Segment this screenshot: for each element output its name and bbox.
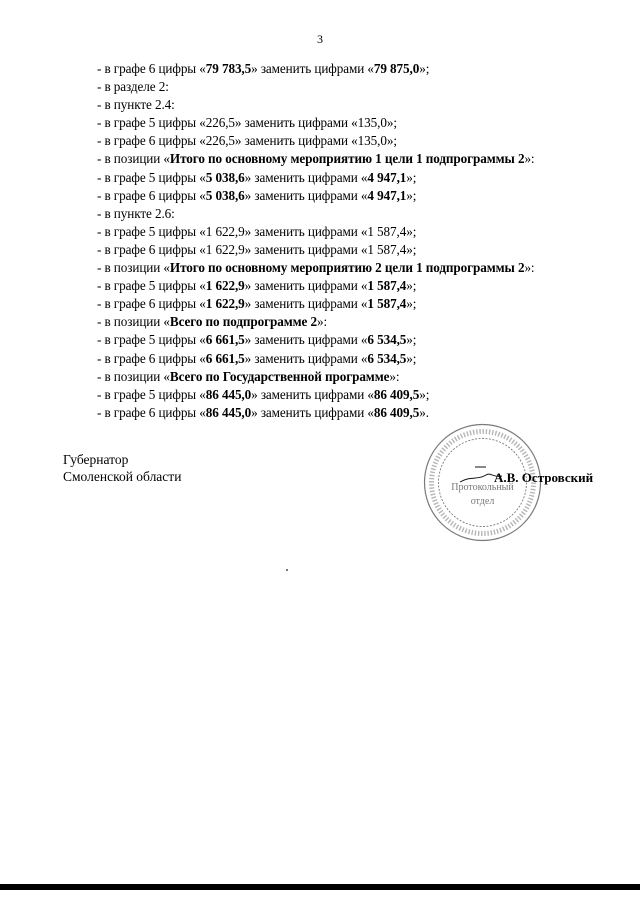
- amendment-line: - в позиции «Итого по основному мероприятию 1 цели 1 подпрограммы 2»:: [97, 151, 535, 167]
- amendment-line: - в графе 6 цифры «86 445,0» заменить цифрами «86 409,5».: [97, 404, 429, 420]
- stamp-center-text-2: отдел: [470, 496, 495, 507]
- amendment-line: - в графе 5 цифры «6 661,5» заменить цифрами «6 534,5»;: [97, 332, 417, 348]
- amendment-line: - в графе 6 цифры «6 661,5» заменить цифрами «6 534,5»;: [97, 350, 417, 366]
- amendment-line: - в позиции «Всего по подпрограмме 2»:: [97, 314, 328, 330]
- amendment-line: - в пункте 2.4:: [97, 97, 175, 113]
- amendment-line: - в позиции «Итого по основному мероприятию 2 цели 1 подпрограммы 2»:: [97, 260, 535, 276]
- signatory-name: А.В. Островский: [494, 470, 594, 485]
- amendment-line: - в пункте 2.6:: [97, 205, 175, 221]
- signatory-title-line2: Смоленской области: [63, 469, 182, 484]
- amendment-line: - в графе 5 цифры «1 622,9» заменить цифрами «1 587,4»;: [97, 223, 417, 239]
- amendment-line: - в графе 6 цифры «226,5» заменить цифрами «135,0»;: [97, 133, 397, 149]
- amendment-line: - в графе 6 цифры «1 622,9» заменить цифрами «1 587,4»;: [97, 241, 417, 257]
- amendments-list: [97, 60, 622, 422]
- amendment-line: - в графе 6 цифры «5 038,6» заменить цифрами «4 947,1»;: [97, 187, 417, 203]
- amendment-line: - в графе 6 цифры «1 622,9» заменить цифрами «1 587,4»;: [97, 296, 417, 312]
- stamp-center-text-1: Протокольный: [451, 482, 514, 493]
- amendment-line: - в графе 5 цифры «5 038,6» заменить цифрами «4 947,1»;: [97, 169, 417, 185]
- page-number: 3: [317, 32, 323, 46]
- amendment-line: - в графе 5 цифры «1 622,9» заменить цифрами «1 587,4»;: [97, 278, 417, 294]
- amendment-line: - в разделе 2:: [97, 79, 169, 95]
- amendment-line: - в графе 6 цифры «79 783,5» заменить цифрами «79 875,0»;: [97, 61, 430, 76]
- signatory-title: [63, 451, 181, 485]
- amendment-line: - в позиции «Всего по Государственной программе»:: [97, 368, 400, 384]
- signatory-title-line1: Губернатор: [63, 452, 129, 467]
- scan-speck: [286, 569, 288, 571]
- amendment-line: - в графе 5 цифры «226,5» заменить цифрами «135,0»;: [97, 115, 397, 131]
- amendment-line: - в графе 5 цифры «86 445,0» заменить цифрами «86 409,5»;: [97, 386, 430, 402]
- bottom-border: [0, 884, 640, 890]
